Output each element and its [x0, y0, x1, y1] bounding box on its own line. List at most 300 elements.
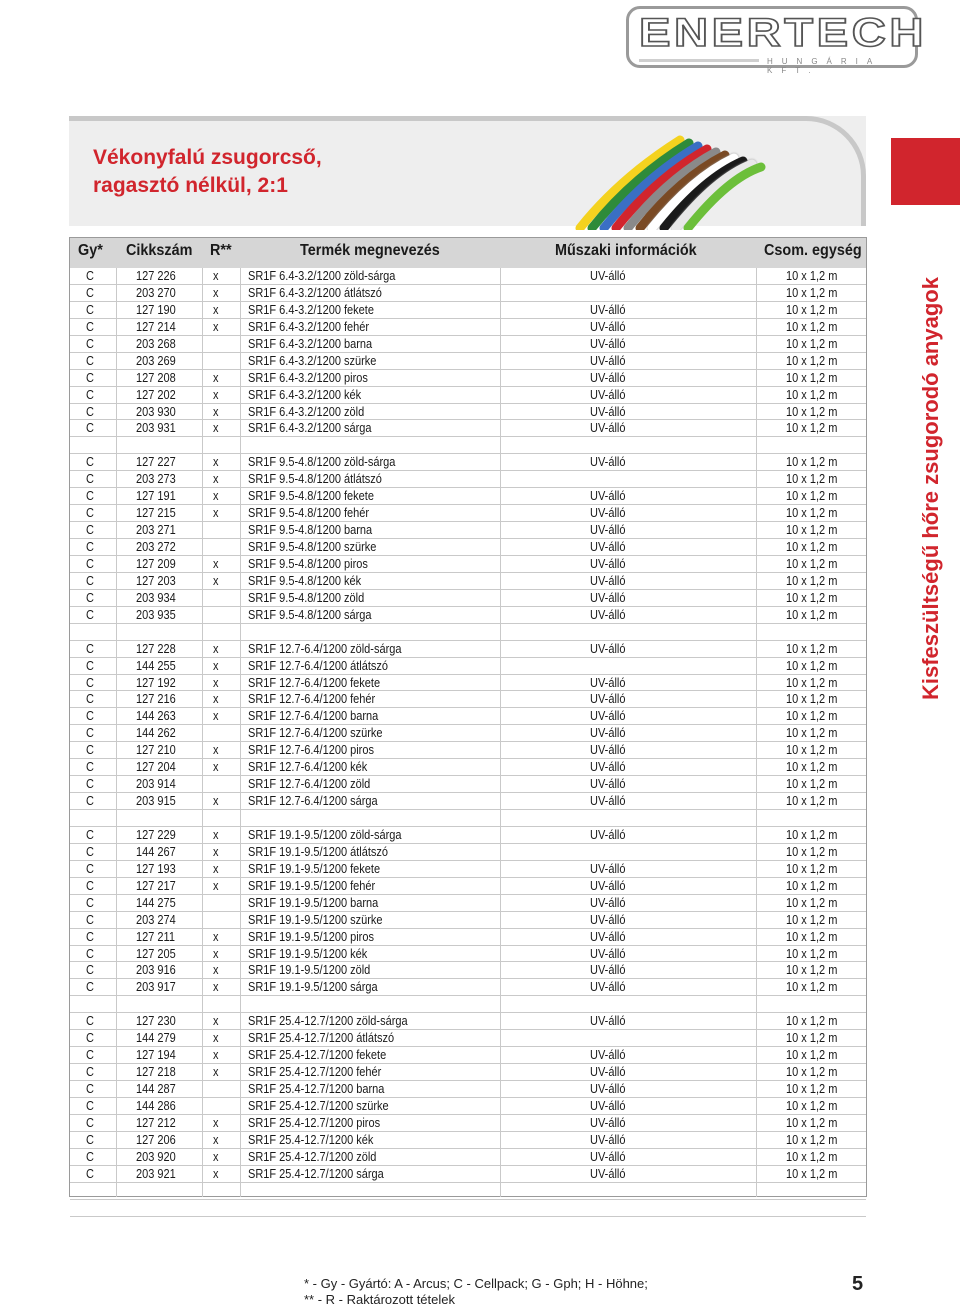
cell-manufacturer: C — [86, 387, 94, 402]
cell-item-number: 127 190 — [136, 302, 176, 317]
cell-stocked: x — [213, 1149, 219, 1164]
cell-item-number: 127 205 — [136, 946, 176, 961]
cell-item-number: 203 920 — [136, 1149, 176, 1164]
cell-pack-unit: 10 x 1,2 m — [786, 1082, 838, 1096]
cell-technical-info: UV-álló — [590, 675, 626, 690]
table-row — [70, 708, 866, 725]
cell-pack-unit: 10 x 1,2 m — [786, 946, 838, 961]
cell-manufacturer: C — [86, 285, 94, 300]
cell-technical-info: UV-álló — [590, 726, 626, 741]
cell-pack-unit: 10 x 1,2 m — [786, 421, 838, 436]
cell-manufacturer: C — [86, 1065, 94, 1080]
cell-item-number: 127 206 — [136, 1132, 176, 1147]
cell-pack-unit: 10 x 1,2 m — [786, 641, 838, 656]
cell-pack-unit: 10 x 1,2 m — [786, 1115, 838, 1130]
table-row — [70, 573, 866, 590]
cell-stocked: x — [213, 760, 219, 775]
cell-manufacturer: C — [86, 319, 94, 334]
cell-product-name: SR1F 12.7-6.4/1200 zöld-sárga — [248, 641, 402, 656]
cell-item-number: 127 202 — [136, 387, 176, 402]
cell-manufacturer: C — [86, 370, 94, 385]
table-row — [70, 437, 866, 454]
cell-pack-unit: 10 x 1,2 m — [786, 980, 838, 995]
cell-pack-unit: 10 x 1,2 m — [786, 1031, 838, 1046]
cell-product-name: SR1F 25.4-12.7/1200 szürke — [248, 1098, 389, 1113]
cell-manufacturer: C — [86, 556, 94, 571]
table-row — [70, 1183, 866, 1200]
cell-item-number: 127 217 — [136, 878, 176, 893]
cell-stocked: x — [213, 472, 219, 487]
cell-product-name: SR1F 12.7-6.4/1200 sárga — [248, 794, 378, 809]
cell-product-name: SR1F 9.5-4.8/1200 átlátszó — [248, 472, 382, 487]
cell-manufacturer: C — [86, 1166, 94, 1181]
table-row — [70, 810, 866, 827]
cell-product-name: SR1F 19.1-9.5/1200 piros — [248, 929, 374, 944]
table-row — [70, 624, 866, 641]
cell-pack-unit: 10 x 1,2 m — [786, 861, 838, 876]
cell-stocked: x — [213, 387, 219, 402]
cell-item-number: 203 274 — [136, 912, 176, 927]
cell-manufacturer: C — [86, 692, 94, 707]
table-row — [70, 268, 866, 285]
table-row — [70, 1200, 866, 1217]
cell-item-number: 127 204 — [136, 760, 176, 775]
cell-item-number: 203 931 — [136, 421, 176, 436]
cell-pack-unit: 10 x 1,2 m — [786, 370, 838, 385]
cell-product-name: SR1F 25.4-12.7/1200 fehér — [248, 1065, 382, 1080]
cell-pack-unit: 10 x 1,2 m — [786, 1132, 838, 1147]
cell-stocked: x — [213, 319, 219, 334]
cell-technical-info: UV-álló — [590, 387, 626, 402]
product-table — [69, 237, 867, 1197]
cell-stocked: x — [213, 794, 219, 809]
cell-technical-info: UV-álló — [590, 1014, 626, 1029]
cell-technical-info: UV-álló — [590, 556, 626, 571]
cell-item-number: 203 914 — [136, 777, 176, 792]
cell-pack-unit: 10 x 1,2 m — [786, 709, 838, 724]
cell-item-number: 127 192 — [136, 675, 176, 690]
cell-pack-unit: 10 x 1,2 m — [786, 506, 838, 521]
table-row — [70, 387, 866, 404]
table-row — [70, 302, 866, 319]
table-row — [70, 878, 866, 895]
table-row — [70, 641, 866, 658]
footnote — [304, 1276, 648, 1308]
cell-technical-info: UV-álló — [590, 692, 626, 707]
cell-manufacturer: C — [86, 777, 94, 792]
cell-stocked: x — [213, 573, 219, 588]
cell-product-name: SR1F 6.4-3.2/1200 piros — [248, 370, 368, 385]
cell-technical-info: UV-álló — [590, 607, 626, 622]
cell-item-number: 127 210 — [136, 743, 176, 758]
cell-pack-unit: 10 x 1,2 m — [786, 827, 838, 842]
cell-item-number: 144 263 — [136, 709, 176, 724]
cell-pack-unit: 10 x 1,2 m — [786, 489, 838, 504]
table-row — [70, 1115, 866, 1132]
cell-stocked: x — [213, 506, 219, 521]
cell-technical-info: UV-álló — [590, 963, 626, 978]
cell-pack-unit: 10 x 1,2 m — [786, 269, 838, 283]
cell-manufacturer: C — [86, 455, 94, 470]
table-row — [70, 353, 866, 370]
table-row — [70, 505, 866, 522]
table-body — [70, 268, 866, 1217]
table-row — [70, 285, 866, 302]
cell-manufacturer: C — [86, 590, 94, 605]
table-header — [70, 238, 866, 268]
page-number: 5 — [852, 1273, 864, 1295]
cell-pack-unit: 10 x 1,2 m — [786, 1065, 838, 1080]
cell-item-number: 127 208 — [136, 370, 176, 385]
cell-item-number: 127 209 — [136, 556, 176, 571]
table-row — [70, 725, 866, 742]
cell-technical-info: UV-álló — [590, 878, 626, 893]
cell-manufacturer: C — [86, 523, 94, 538]
cell-manufacturer: C — [86, 1132, 94, 1147]
cell-pack-unit: 10 x 1,2 m — [786, 523, 838, 538]
cell-product-name: SR1F 19.1-9.5/1200 fekete — [248, 861, 381, 876]
table-row — [70, 691, 866, 708]
cell-item-number: 127 216 — [136, 692, 176, 707]
cell-product-name: SR1F 19.1-9.5/1200 barna — [248, 895, 379, 910]
cell-stocked: x — [213, 302, 219, 317]
footnote-line-1: * - Gy - Gyártó: A - Arcus; C - Cellpack; G - Gph; H - Höhne; — [304, 1276, 648, 1291]
cell-product-name: SR1F 9.5-4.8/1200 kék — [248, 573, 362, 588]
cell-item-number: 203 269 — [136, 353, 176, 368]
cell-product-name: SR1F 19.1-9.5/1200 zöld-sárga — [248, 827, 402, 842]
shrink-tubes-image — [560, 120, 820, 230]
cell-technical-info: UV-álló — [590, 319, 626, 334]
table-row — [70, 895, 866, 912]
cell-manufacturer: C — [86, 1014, 94, 1029]
cell-technical-info: UV-álló — [590, 1065, 626, 1080]
cell-product-name: SR1F 9.5-4.8/1200 zöld — [248, 590, 365, 605]
cell-manufacturer: C — [86, 760, 94, 775]
footnote-line-2: ** - R - Raktározott tételek — [304, 1292, 455, 1307]
cell-stocked: x — [213, 675, 219, 690]
cell-item-number: 127 227 — [136, 455, 176, 470]
cell-pack-unit: 10 x 1,2 m — [786, 760, 838, 775]
cell-product-name: SR1F 19.1-9.5/1200 átlátszó — [248, 844, 389, 859]
cell-manufacturer: C — [86, 827, 94, 842]
cell-item-number: 127 193 — [136, 861, 176, 876]
cell-stocked: x — [213, 489, 219, 504]
cell-item-number: 203 921 — [136, 1166, 176, 1181]
header-technical-info: Műszaki információk — [555, 242, 697, 259]
cell-pack-unit: 10 x 1,2 m — [786, 912, 838, 927]
cell-manufacturer: C — [86, 506, 94, 521]
cell-product-name: SR1F 6.4-3.2/1200 zöld-sárga — [248, 269, 396, 283]
table-row — [70, 1047, 866, 1064]
cell-item-number: 203 930 — [136, 404, 176, 419]
cell-manufacturer: C — [86, 489, 94, 504]
cell-product-name: SR1F 12.7-6.4/1200 fehér — [248, 692, 376, 707]
cell-manufacturer: C — [86, 861, 94, 876]
cell-manufacturer: C — [86, 675, 94, 690]
cell-item-number: 127 214 — [136, 319, 176, 334]
cell-product-name: SR1F 12.7-6.4/1200 fekete — [248, 675, 381, 690]
cell-product-name: SR1F 6.4-3.2/1200 zöld — [248, 404, 365, 419]
cell-item-number: 127 211 — [136, 929, 175, 944]
cell-pack-unit: 10 x 1,2 m — [786, 353, 838, 368]
cell-technical-info: UV-álló — [590, 1115, 626, 1130]
cell-product-name: SR1F 9.5-4.8/1200 szürke — [248, 540, 377, 554]
cell-technical-info: UV-álló — [590, 641, 626, 656]
cell-manufacturer: C — [86, 980, 94, 995]
cell-manufacturer: C — [86, 844, 94, 859]
cell-product-name: SR1F 19.1-9.5/1200 fehér — [248, 878, 376, 893]
cell-technical-info: UV-álló — [590, 760, 626, 775]
cell-pack-unit: 10 x 1,2 m — [786, 878, 838, 893]
table-row — [70, 946, 866, 963]
cell-stocked: x — [213, 1048, 219, 1063]
header-item-number: Cikkszám — [126, 242, 193, 259]
cell-item-number: 203 268 — [136, 336, 176, 351]
cell-product-name: SR1F 6.4-3.2/1200 fekete — [248, 302, 374, 317]
cell-stocked: x — [213, 556, 219, 571]
table-row — [70, 319, 866, 336]
header-manufacturer: Gy* — [78, 242, 103, 259]
cell-manufacturer: C — [86, 353, 94, 368]
cell-item-number: 144 275 — [136, 895, 176, 910]
cell-stocked: x — [213, 980, 219, 995]
cell-pack-unit: 10 x 1,2 m — [786, 590, 838, 605]
cell-product-name: SR1F 12.7-6.4/1200 zöld — [248, 777, 371, 792]
cell-pack-unit: 10 x 1,2 m — [786, 285, 838, 300]
table-row — [70, 979, 866, 996]
cell-pack-unit: 10 x 1,2 m — [786, 472, 838, 487]
table-row — [70, 454, 866, 471]
cell-stocked: x — [213, 285, 219, 300]
cell-manufacturer: C — [86, 658, 94, 673]
cell-item-number: 127 229 — [136, 827, 176, 842]
cell-product-name: SR1F 25.4-12.7/1200 fekete — [248, 1048, 387, 1063]
cell-product-name: SR1F 12.7-6.4/1200 szürke — [248, 726, 383, 741]
cell-manufacturer: C — [86, 573, 94, 588]
cell-manufacturer: C — [86, 302, 94, 317]
cell-technical-info: UV-álló — [590, 573, 626, 588]
cell-manufacturer: C — [86, 404, 94, 419]
cell-manufacturer: C — [86, 912, 94, 927]
cell-product-name: SR1F 25.4-12.7/1200 piros — [248, 1115, 381, 1130]
cell-manufacturer: C — [86, 607, 94, 622]
cell-technical-info: UV-álló — [590, 827, 626, 842]
header-product-name: Termék megnevezés — [300, 242, 440, 259]
table-row — [70, 658, 866, 675]
cell-manufacturer: C — [86, 1031, 94, 1046]
cell-manufacturer: C — [86, 946, 94, 961]
cell-pack-unit: 10 x 1,2 m — [786, 607, 838, 622]
cell-pack-unit: 10 x 1,2 m — [786, 929, 838, 944]
cell-pack-unit: 10 x 1,2 m — [786, 675, 838, 690]
cell-pack-unit: 10 x 1,2 m — [786, 777, 838, 792]
cell-item-number: 144 286 — [136, 1098, 176, 1113]
cell-technical-info: UV-álló — [590, 269, 626, 283]
cell-pack-unit: 10 x 1,2 m — [786, 387, 838, 402]
cell-pack-unit: 10 x 1,2 m — [786, 319, 838, 334]
cell-technical-info: UV-álló — [590, 895, 626, 910]
cell-item-number: 203 916 — [136, 963, 176, 978]
cell-stocked: x — [213, 946, 219, 961]
cell-technical-info: UV-álló — [590, 353, 626, 368]
cell-product-name: SR1F 19.1-9.5/1200 sárga — [248, 980, 378, 995]
cell-product-name: SR1F 19.1-9.5/1200 zöld — [248, 963, 371, 978]
cell-technical-info: UV-álló — [590, 743, 626, 758]
table-row — [70, 1030, 866, 1047]
cell-technical-info: UV-álló — [590, 489, 626, 504]
table-row — [70, 827, 866, 844]
table-row — [70, 522, 866, 539]
cell-product-name: SR1F 9.5-4.8/1200 sárga — [248, 607, 372, 622]
cell-stocked: x — [213, 641, 219, 656]
cell-technical-info: UV-álló — [590, 404, 626, 419]
cell-item-number: 203 917 — [136, 980, 176, 995]
cell-stocked: x — [213, 1031, 219, 1046]
cell-item-number: 127 228 — [136, 641, 176, 656]
cell-stocked: x — [213, 455, 219, 470]
table-row — [70, 861, 866, 878]
cell-stocked: x — [213, 743, 219, 758]
cell-technical-info: UV-álló — [590, 777, 626, 792]
table-row — [70, 471, 866, 488]
table-row — [70, 590, 866, 607]
cell-manufacturer: C — [86, 963, 94, 978]
cell-manufacturer: C — [86, 1149, 94, 1164]
cell-technical-info: UV-álló — [590, 912, 626, 927]
table-row — [70, 1081, 866, 1098]
table-row — [70, 556, 866, 573]
cell-stocked: x — [213, 963, 219, 978]
header-stocked: R** — [210, 242, 232, 259]
cell-pack-unit: 10 x 1,2 m — [786, 963, 838, 978]
table-row — [70, 776, 866, 793]
cell-pack-unit: 10 x 1,2 m — [786, 1149, 838, 1164]
cell-product-name: SR1F 25.4-12.7/1200 sárga — [248, 1166, 384, 1181]
cell-stocked: x — [213, 1115, 219, 1130]
cell-technical-info: UV-álló — [590, 1166, 626, 1181]
cell-technical-info: UV-álló — [590, 370, 626, 385]
table-row — [70, 929, 866, 946]
cell-item-number: 144 255 — [136, 658, 176, 673]
cell-technical-info: UV-álló — [590, 455, 626, 470]
cell-product-name: SR1F 12.7-6.4/1200 barna — [248, 709, 379, 724]
cell-technical-info: UV-álló — [590, 1048, 626, 1063]
cell-technical-info: UV-álló — [590, 1132, 626, 1147]
table-row — [70, 1098, 866, 1115]
cell-stocked: x — [213, 878, 219, 893]
table-row — [70, 404, 866, 421]
cell-item-number: 144 287 — [136, 1082, 176, 1096]
page-title — [93, 144, 322, 200]
side-category-label: Kisfeszültségű hőre zsugorodó anyagok — [918, 277, 943, 700]
cell-product-name: SR1F 6.4-3.2/1200 szürke — [248, 353, 377, 368]
table-row — [70, 607, 866, 624]
cell-pack-unit: 10 x 1,2 m — [786, 726, 838, 741]
cell-manufacturer: C — [86, 336, 94, 351]
table-row — [70, 370, 866, 387]
cell-manufacturer: C — [86, 929, 94, 944]
cell-product-name: SR1F 25.4-12.7/1200 zöld — [248, 1149, 377, 1164]
cell-manufacturer: C — [86, 709, 94, 724]
cell-pack-unit: 10 x 1,2 m — [786, 895, 838, 910]
table-row — [70, 675, 866, 692]
cell-item-number: 144 279 — [136, 1031, 176, 1046]
cell-item-number: 203 934 — [136, 590, 176, 605]
cell-pack-unit: 10 x 1,2 m — [786, 743, 838, 758]
cell-product-name: SR1F 25.4-12.7/1200 barna — [248, 1082, 385, 1096]
cell-manufacturer: C — [86, 1048, 94, 1063]
logo-word: ENERTECH — [639, 11, 927, 55]
cell-item-number: 127 194 — [136, 1048, 176, 1063]
cell-pack-unit: 10 x 1,2 m — [786, 844, 838, 859]
cell-technical-info: UV-álló — [590, 336, 626, 351]
cell-pack-unit: 10 x 1,2 m — [786, 455, 838, 470]
cell-technical-info: UV-álló — [590, 590, 626, 605]
table-row — [70, 793, 866, 810]
cell-product-name: SR1F 25.4-12.7/1200 átlátszó — [248, 1031, 395, 1046]
cell-product-name: SR1F 12.7-6.4/1200 piros — [248, 743, 374, 758]
cell-stocked: x — [213, 827, 219, 842]
table-row — [70, 488, 866, 505]
table-row — [70, 1064, 866, 1081]
table-row — [70, 336, 866, 353]
cell-technical-info: UV-álló — [590, 506, 626, 521]
table-row — [70, 1013, 866, 1030]
cell-product-name: SR1F 12.7-6.4/1200 kék — [248, 760, 368, 775]
cell-product-name: SR1F 9.5-4.8/1200 fekete — [248, 489, 374, 504]
cell-pack-unit: 10 x 1,2 m — [786, 540, 838, 554]
cell-product-name: SR1F 6.4-3.2/1200 átlátszó — [248, 285, 382, 300]
cell-product-name: SR1F 6.4-3.2/1200 barna — [248, 336, 373, 351]
cell-technical-info: UV-álló — [590, 302, 626, 317]
title-line-1: Vékonyfalú zsugorcső, — [93, 146, 322, 169]
cell-product-name: SR1F 6.4-3.2/1200 fehér — [248, 319, 370, 334]
cell-stocked: x — [213, 929, 219, 944]
cell-manufacturer: C — [86, 895, 94, 910]
cell-technical-info: UV-álló — [590, 980, 626, 995]
cell-manufacturer: C — [86, 1115, 94, 1130]
table-row — [70, 1149, 866, 1166]
table-row — [70, 962, 866, 979]
logo-subtitle: HUNGÁRIA KFT. — [767, 57, 881, 75]
cell-stocked: x — [213, 269, 219, 283]
cell-technical-info: UV-álló — [590, 861, 626, 876]
table-row — [70, 1132, 866, 1149]
cell-stocked: x — [213, 404, 219, 419]
cell-product-name: SR1F 9.5-4.8/1200 zöld-sárga — [248, 455, 396, 470]
cell-technical-info: UV-álló — [590, 794, 626, 809]
table-row — [70, 759, 866, 776]
cell-stocked: x — [213, 861, 219, 876]
cell-technical-info: UV-álló — [590, 1082, 626, 1096]
cell-item-number: 127 226 — [136, 269, 176, 283]
cell-item-number: 144 267 — [136, 844, 176, 859]
cell-pack-unit: 10 x 1,2 m — [786, 404, 838, 419]
cell-manufacturer: C — [86, 641, 94, 656]
table-row — [70, 742, 866, 759]
cell-pack-unit: 10 x 1,2 m — [786, 1098, 838, 1113]
cell-item-number: 127 191 — [136, 489, 176, 504]
cell-manufacturer: C — [86, 794, 94, 809]
side-tab-marker — [891, 138, 960, 205]
enertech-logo — [626, 6, 927, 75]
cell-technical-info: UV-álló — [590, 1098, 626, 1113]
cell-stocked: x — [213, 709, 219, 724]
table-row — [70, 844, 866, 861]
cell-pack-unit: 10 x 1,2 m — [786, 336, 838, 351]
cell-technical-info: UV-álló — [590, 929, 626, 944]
cell-product-name: SR1F 12.7-6.4/1200 átlátszó — [248, 658, 389, 673]
